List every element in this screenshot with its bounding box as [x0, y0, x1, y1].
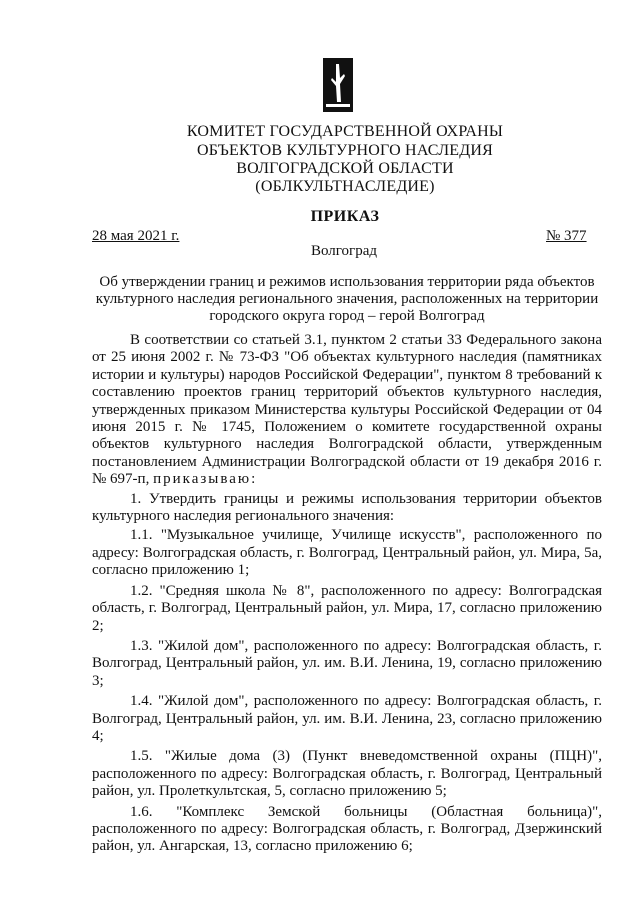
item-1-6: 1.6. "Комплекс Земской больницы (Областная больница)", расположенного по адресу: Волгоградская область, г. Волгоград, Дзержинский район, ул. Ангарская, 13, согласно приложению 6; — [92, 803, 602, 855]
document-date: 28 мая 2021 г. — [92, 228, 180, 244]
org-name-line-3: ВОЛГОГРАДСКОЙ ОБЛАСТИ — [236, 160, 454, 177]
volgograd-emblem-icon — [323, 58, 353, 112]
preamble-paragraph — [92, 332, 602, 489]
item-1: 1. Утвердить границы и режимы использования территории объектов культурного наследия регионального значения: — [92, 490, 602, 525]
document-city: Волгоград — [310, 243, 377, 259]
document-subject: Об утверждении границ и режимов использования территории ряда объектов культурного наследия регионального значения, расположенных на территории городского округа город – герой Волгоград — [95, 274, 599, 324]
item-1-3: 1.3. "Жилой дом", расположенного по адресу: Волгоградская область, г. Волгоград, Центральный район, ул. им. В.И. Ленина, 19, согласно приложению 3; — [92, 637, 602, 689]
document-number: № 377 — [546, 228, 587, 244]
item-1-2: 1.2. "Средняя школа № 8", расположенного по адресу: Волгоградская область, г. Волгоград, Центральный район, ул. Мира, 17, согласно приложению 2; — [92, 582, 602, 634]
item-1-5: 1.5. "Жилые дома (3) (Пункт вневедомственной охраны (ПЦН)", расположенного по адресу: Волгоградская область, г. Волгоград, Центральный район, ул. Пролеткультская, 5, согласно приложению 5; — [92, 748, 602, 800]
order-word: приказываю: — [153, 471, 258, 488]
org-name-line-1: КОМИТЕТ ГОСУДАРСТВЕННОЙ ОХРАНЫ — [186, 123, 504, 140]
org-name-line-4: (ОБЛКУЛЬТНАСЛЕДИЕ) — [255, 178, 435, 195]
item-1-4: 1.4. "Жилой дом", расположенного по адресу: Волгоградская область, г. Волгоград, Центральный район, ул. им. В.И. Ленина, 23, согласно приложению 4; — [92, 693, 602, 744]
preamble-text: В соответствии со статьей 3.1, пунктом 2 статьи 33 Федерального закона от 25 июня 2002 г. № 73-ФЗ "Об объектах культурного наследия (памятниках истории и культуры) народов Российской Федерации", пунктом 8 требований к составлению проектов границ территорий объектов культурного наследия, утвержденных приказом Министерства культуры Российской Федерации от 04 июня 2015 г. № 1745, Положением о комитете государственной охраны объектов культурного наследия Волгоградской области, утвержденным постановлением Администрации Волгоградской области от 19 декабря 2016 г. № 697-п, — [92, 332, 602, 488]
document-body — [92, 332, 602, 856]
item-1-1: 1.1. "Музыкальное училище, Училище искусств", расположенного по адресу: Волгоградская область, г. Волгоград, Центральный район, ул. Мира, 5а, согласно приложению 1; — [92, 527, 602, 579]
org-name-line-2: ОБЪЕКТОВ КУЛЬТУРНОГО НАСЛЕДИЯ — [196, 142, 494, 159]
document-type: ПРИКАЗ — [310, 208, 380, 225]
